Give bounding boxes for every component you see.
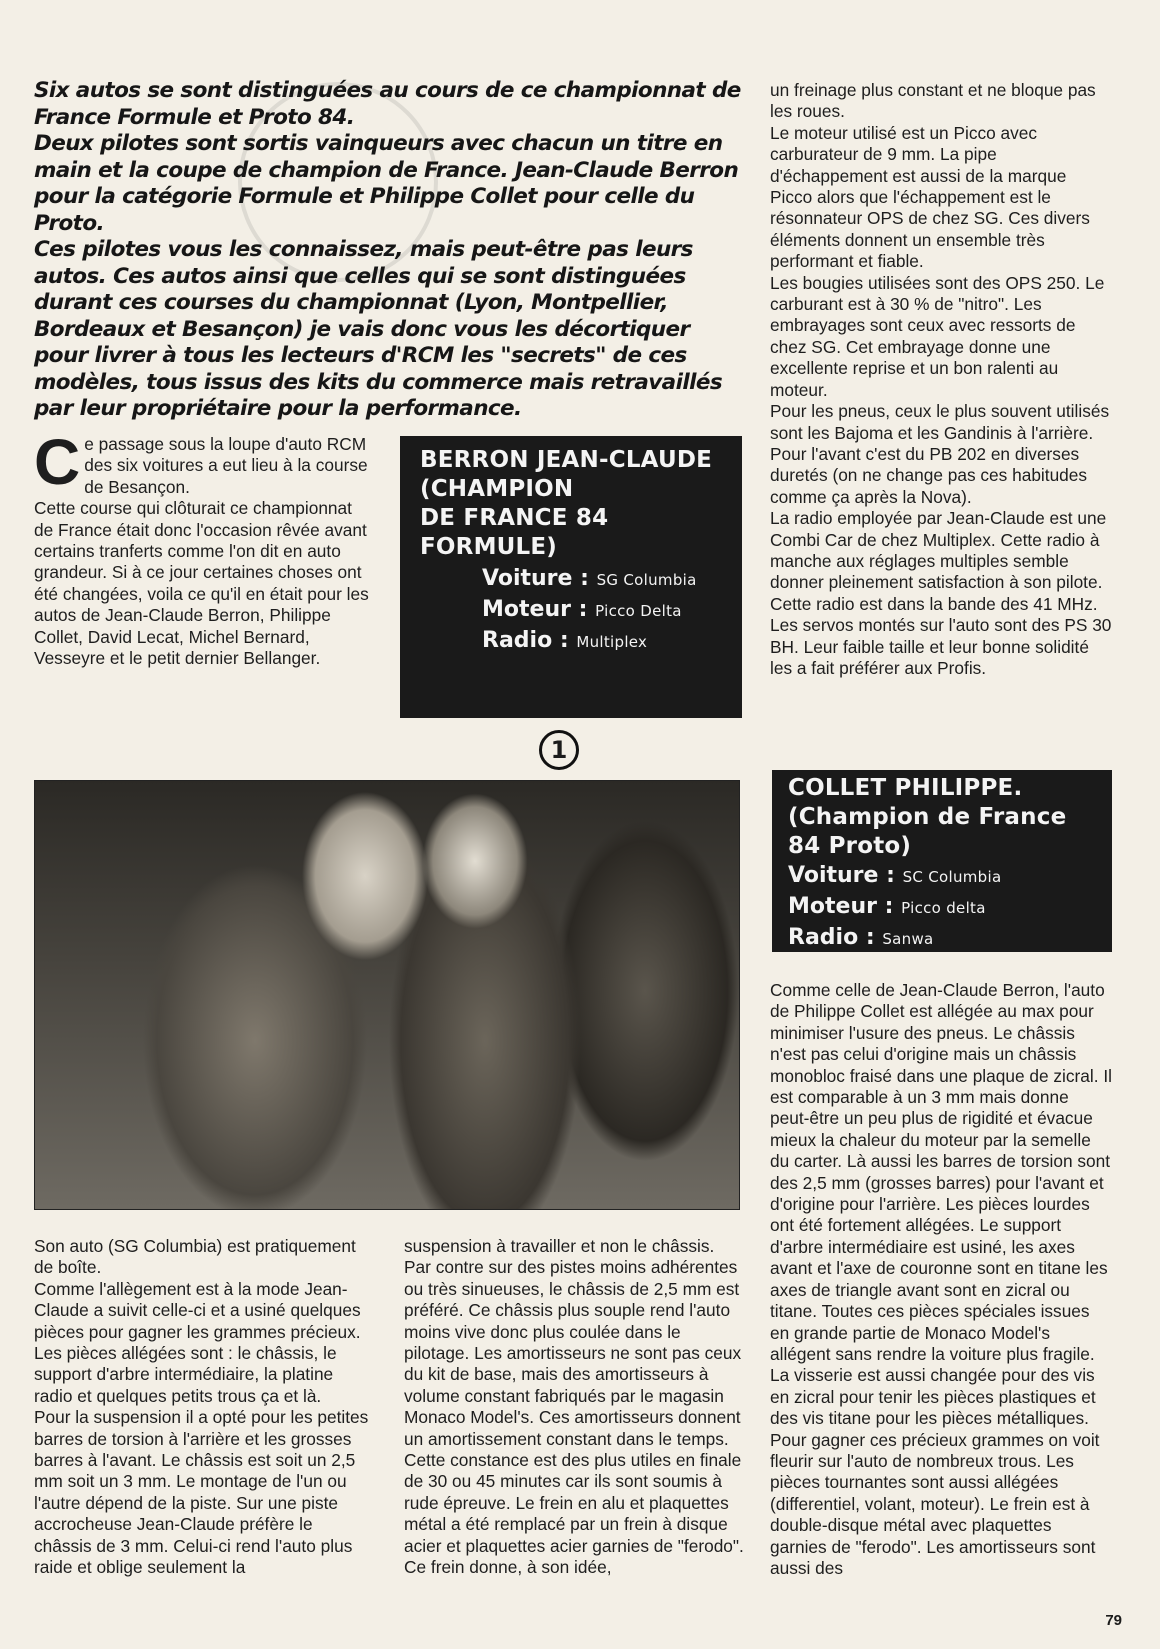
- right-paragraph: Les bougies utilisées sont des OPS 250. Le carburant est à 30 % de "nitro". Les embrayages sont ceux avec ressorts de chez SG. Cet embrayage donne une excellente reprise et un bon ralenti au moteur.: [770, 272, 1105, 400]
- spec-value: SG Columbia: [596, 571, 697, 589]
- spec-label: Moteur: [788, 894, 877, 919]
- opening-paragraph: [34, 426, 370, 498]
- bottom-paragraph: Pour la suspension il a opté pour les petites barres de torsion à l'arrière et les grosses barres à l'avant. Le châssis est soit un 2,5 mm soit un 3 mm. Le montage de l'un ou l'autre dépend de la piste. Sur une piste accrocheuse Jean-Claude préfère le châssis de 3 mm. Celui-ci rend l'auto plus raide et oblige seulement la: [34, 1407, 369, 1578]
- right-paragraph: La radio employée par Jean-Claude est une Combi Car de chez Multiplex. Cette radio à manche aux réglages multiples semble donner pleinement satisfaction à son pilote. Cette radio est dans la bande des 41 MHz. Les servos montés sur l'auto sont des PS 30 BH. Leur faible taille et leur bonne solidité les a fait préférer aux Profis.: [770, 508, 1112, 678]
- right-paragraph: Le moteur utilisé est un Picco avec carburateur de 9 mm. La pipe d'échappement est aussi de la marque Picco alors que l'échappement est le résonnateur OPS de chez SG. Ces divers éléments donnent un ensemble très performant et fiable.: [770, 122, 1090, 272]
- spec-value: SC Columbia: [902, 868, 1002, 886]
- right-paragraph: Pour les pneus, ceux le plus souvent utilisés sont les Bajoma et les Gandinis à l'arrière.: [770, 401, 1110, 443]
- spec-value: Picco Delta: [595, 602, 682, 620]
- spec-label: Moteur: [482, 597, 571, 622]
- left-column-text: [34, 426, 370, 669]
- box-title-line: FORMULE): [420, 534, 558, 560]
- right-column-top-text: [770, 80, 1112, 679]
- spec-label: Radio: [482, 628, 553, 653]
- box-title-line: COLLET PHILIPPE.: [788, 775, 1023, 801]
- box-title-line: DE FRANCE 84: [420, 505, 609, 531]
- spec-row: Voiture : SG Columbia: [482, 566, 697, 591]
- spec-row: Voiture : SC Columbia: [788, 863, 1002, 888]
- box-title-line: BERRON JEAN-CLAUDE: [420, 447, 713, 473]
- spec-label: Radio: [788, 925, 859, 950]
- opening-text: e passage sous la loupe d'auto RCM des six voitures a eut lieu à la course de Besançon.: [84, 434, 368, 497]
- spec-label: Voiture: [788, 863, 879, 888]
- spec-box-collet: [772, 770, 1112, 952]
- spec-row: Moteur : Picco Delta: [482, 597, 682, 622]
- spec-row: Radio : Multiplex: [482, 628, 648, 653]
- drop-cap: C: [34, 426, 81, 498]
- bottom-paragraph: Son auto (SG Columbia) est pratiquement de boîte.: [34, 1236, 356, 1278]
- intro-paragraph: Ces pilotes vous les connaissez, mais peut-être pas leurs autos. Ces autos ainsi que celles qui se sont distinguées durant ces courses du championnat (Lyon, Montpellier, Bordeaux et Besançon) je vais donc vous les décortiquer pour livrer à tous les lecteurs d'RCM les "secrets" de ces modèles, tous issus des kits du commerce mais retravaillés par leur propriétaire pour la performance.: [34, 237, 723, 421]
- figure-number: 1: [539, 730, 579, 770]
- right-paragraph: Comme celle de Jean-Claude Berron, l'auto de Philippe Collet est allégée au max pour minimiser l'usure des pneus. Le châssis n'est pas celui d'origine mais un châssis monobloc fraisé dans une plaque de zicral. Il est comparable à un 3 mm mais donne peut-être un peu plus de rigidité et évacue mieux la chaleur du moteur par la semelle du carter. Là aussi les barres de torsion sont des 2,5 mm (grosses barres) pour l'avant et d'origine pour l'arrière. Les pièces lourdes ont été fortement allégées. Le support d'arbre intermédiaire est usiné, les axes avant et l'axe de couronne sont en titane les axes de triangle avant sont en zicral ou titane. Toutes ces pièces spéciales issues en grande partie de Monaco Model's allégent sans rendre la voiture plus fragile. La visserie est aussi changée pour des vis en zicral pour tenir les pièces plastiques et des vis titane pour les pièces métalliques. Pour gagner ces précieux grammes on voit fleurir sur l'auto de nombreux trous. Les pièces tournantes sont aussi allégées (differentiel, volant, moteur). Le frein est à double-disque métal avec plaquettes garnies de "ferodo". Les amortisseurs sont aussi des: [770, 980, 1112, 1578]
- box-title-line: 84 Proto): [788, 833, 912, 859]
- spec-row: Moteur : Picco delta: [788, 894, 986, 919]
- intro-paragraph: Six autos se sont distinguées au cours de ce championnat de France Formule et Proto 84.: [34, 78, 741, 130]
- spec-value: Multiplex: [576, 633, 648, 651]
- page-number: 79: [1105, 1612, 1122, 1629]
- box-title-line: (CHAMPION: [420, 476, 574, 502]
- spec-row: Radio : Sanwa: [788, 925, 934, 950]
- bottom-paragraph: Comme l'allègement est à la mode Jean-Claude a suivit celle-ci et a usiné quelques pièces pour gagner les grammes précieux. Les pièces allégées sont : le châssis, le support d'arbre intermédiaire, la platine radio et quelques petits trous ça et là.: [34, 1278, 361, 1406]
- intro-text: [34, 78, 746, 423]
- right-paragraph: un freinage plus constant et ne bloque pas les roues.: [770, 80, 1096, 122]
- right-paragraph: Pour l'avant c'est du PB 202 en diverses duretés (on ne change pas ces habitudes comme ça après la Nova).: [770, 443, 1088, 507]
- right-column-bottom-text: [770, 980, 1112, 1579]
- left-paragraph: Cette course qui clôturait ce championnat de France était donc l'occasion rêvée avant certains tranferts comme l'on dit en auto grandeur. Si à ce jour certaines choses ont été changées, voila ce qu'il en était pour les autos de Jean-Claude Berron, Philippe Collet, David Lecat, Michel Bernard, Vesseyre et le petit dernier Bellanger.: [34, 498, 369, 669]
- bottom-column-1-text: [34, 1236, 374, 1579]
- box-title-line: (Champion de France: [788, 804, 1067, 830]
- spec-value: Picco delta: [901, 899, 986, 917]
- bottom-paragraph: suspension à travailler et non le châssis. Par contre sur des pistes moins adhérentes ou très sinueuses, le châssis de 2,5 mm est préféré. Ce châssis plus souple rend l'auto moins vive donc plus coulée dans le pilotage. Les amortisseurs ne sont pas ceux du kit de base, mais des amortisseurs à volume constant fabriqués par le magasin Monaco Model's. Ces amortisseurs donnent un amortissement constant dans le temps. Cette constance est des plus utiles en finale de 30 ou 45 minutes car ils sont soumis à rude épreuve. Le frein en alu et plaquettes métal a été remplacé par un frein à disque acier et plaquettes acier garnies de "ferodo". Ce frein donne, à son idée,: [404, 1236, 744, 1578]
- spec-box-berron: [400, 436, 742, 718]
- trophy-photo: [34, 780, 740, 1210]
- bottom-column-2-text: [404, 1236, 744, 1579]
- spec-value: Sanwa: [882, 930, 934, 948]
- spec-label: Voiture: [482, 566, 573, 591]
- intro-paragraph: Deux pilotes sont sortis vainqueurs avec chacun un titre en main et la coupe de champion de France. Jean-Claude Berron pour la catégorie Formule et Philippe Collet pour celle du Proto.: [34, 131, 739, 236]
